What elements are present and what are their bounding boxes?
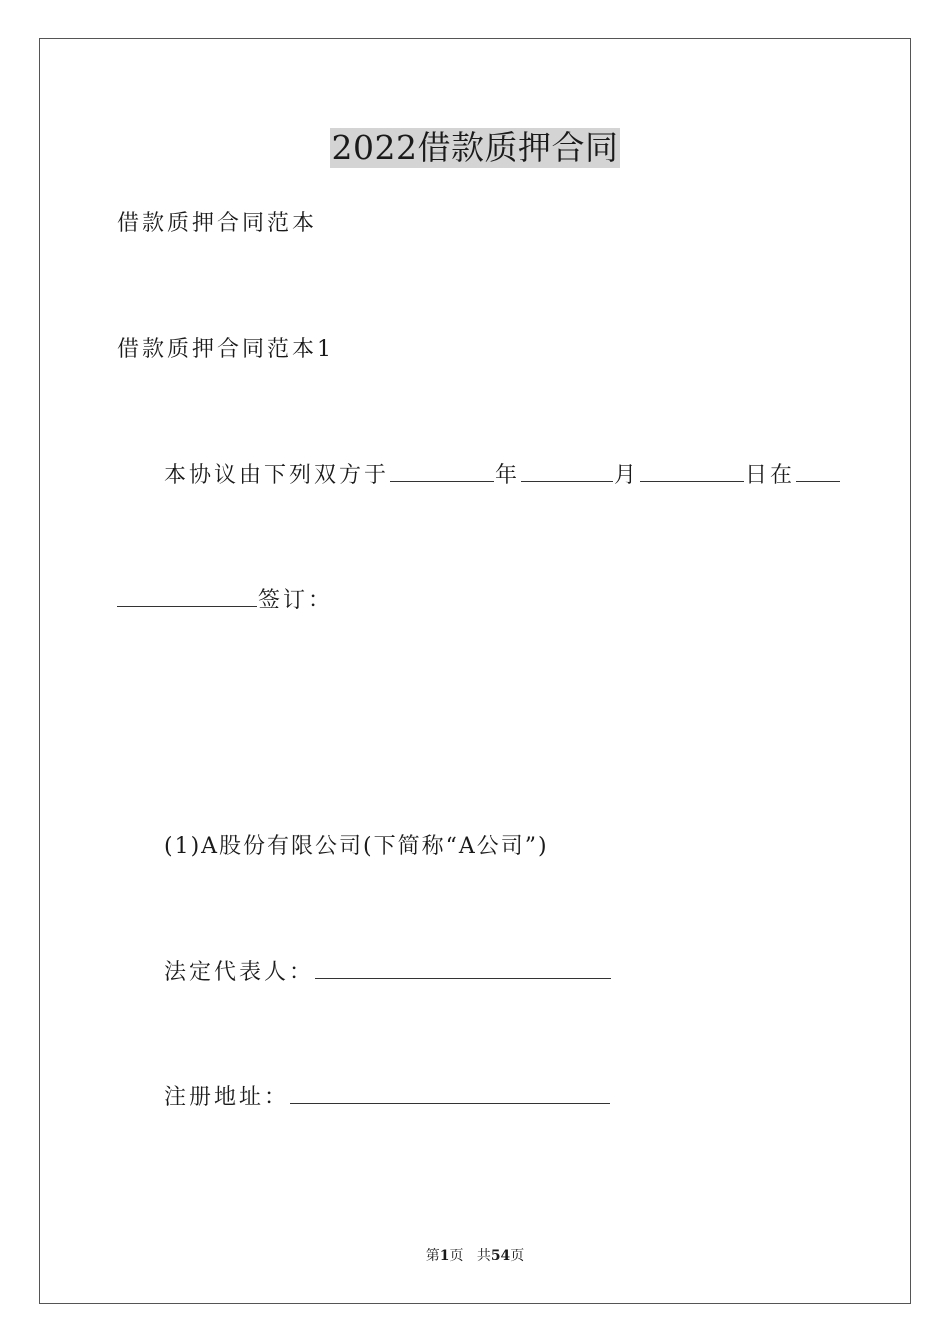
footer-total-prefix: 共 (476, 1248, 491, 1264)
intro-paragraph-line1 (164, 459, 841, 491)
month-label: 月 (614, 463, 640, 488)
legal-rep-blank[interactable] (315, 956, 611, 979)
document-title: 2022借款质押合同 (331, 128, 619, 167)
footer-page-number: 1 (439, 1248, 450, 1264)
year-blank[interactable] (390, 459, 494, 482)
section-heading: 借款质押合同范本1 (117, 337, 334, 362)
month-blank[interactable] (521, 459, 613, 482)
day-blank[interactable] (640, 459, 744, 482)
footer-total-suffix: 页 (510, 1248, 525, 1264)
footer-page-prefix: 第 (425, 1248, 440, 1264)
year-label: 年 (495, 463, 521, 488)
document-title-container (0, 128, 950, 168)
address-blank[interactable] (290, 1081, 610, 1104)
address-row (164, 1081, 611, 1113)
footer-total-pages: 54 (490, 1248, 511, 1264)
document-subtitle: 借款质押合同范本 (117, 211, 318, 236)
day-label: 日在 (745, 463, 796, 488)
address-label: 注册地址： (164, 1085, 290, 1110)
legal-rep-row (164, 956, 612, 988)
intro-prefix: 本协议由下列双方于 (164, 463, 390, 488)
place-blank-start[interactable] (796, 459, 840, 482)
party-a: (1)A股份有限公司(下简称“A公司”) (164, 834, 549, 859)
signed-label: 签订： (258, 588, 334, 613)
intro-paragraph-line2 (117, 584, 333, 616)
footer-page-suffix: 页 (449, 1248, 464, 1264)
page-footer (0, 1246, 950, 1266)
legal-rep-label: 法定代表人： (164, 960, 315, 985)
place-blank-end[interactable] (117, 584, 257, 607)
